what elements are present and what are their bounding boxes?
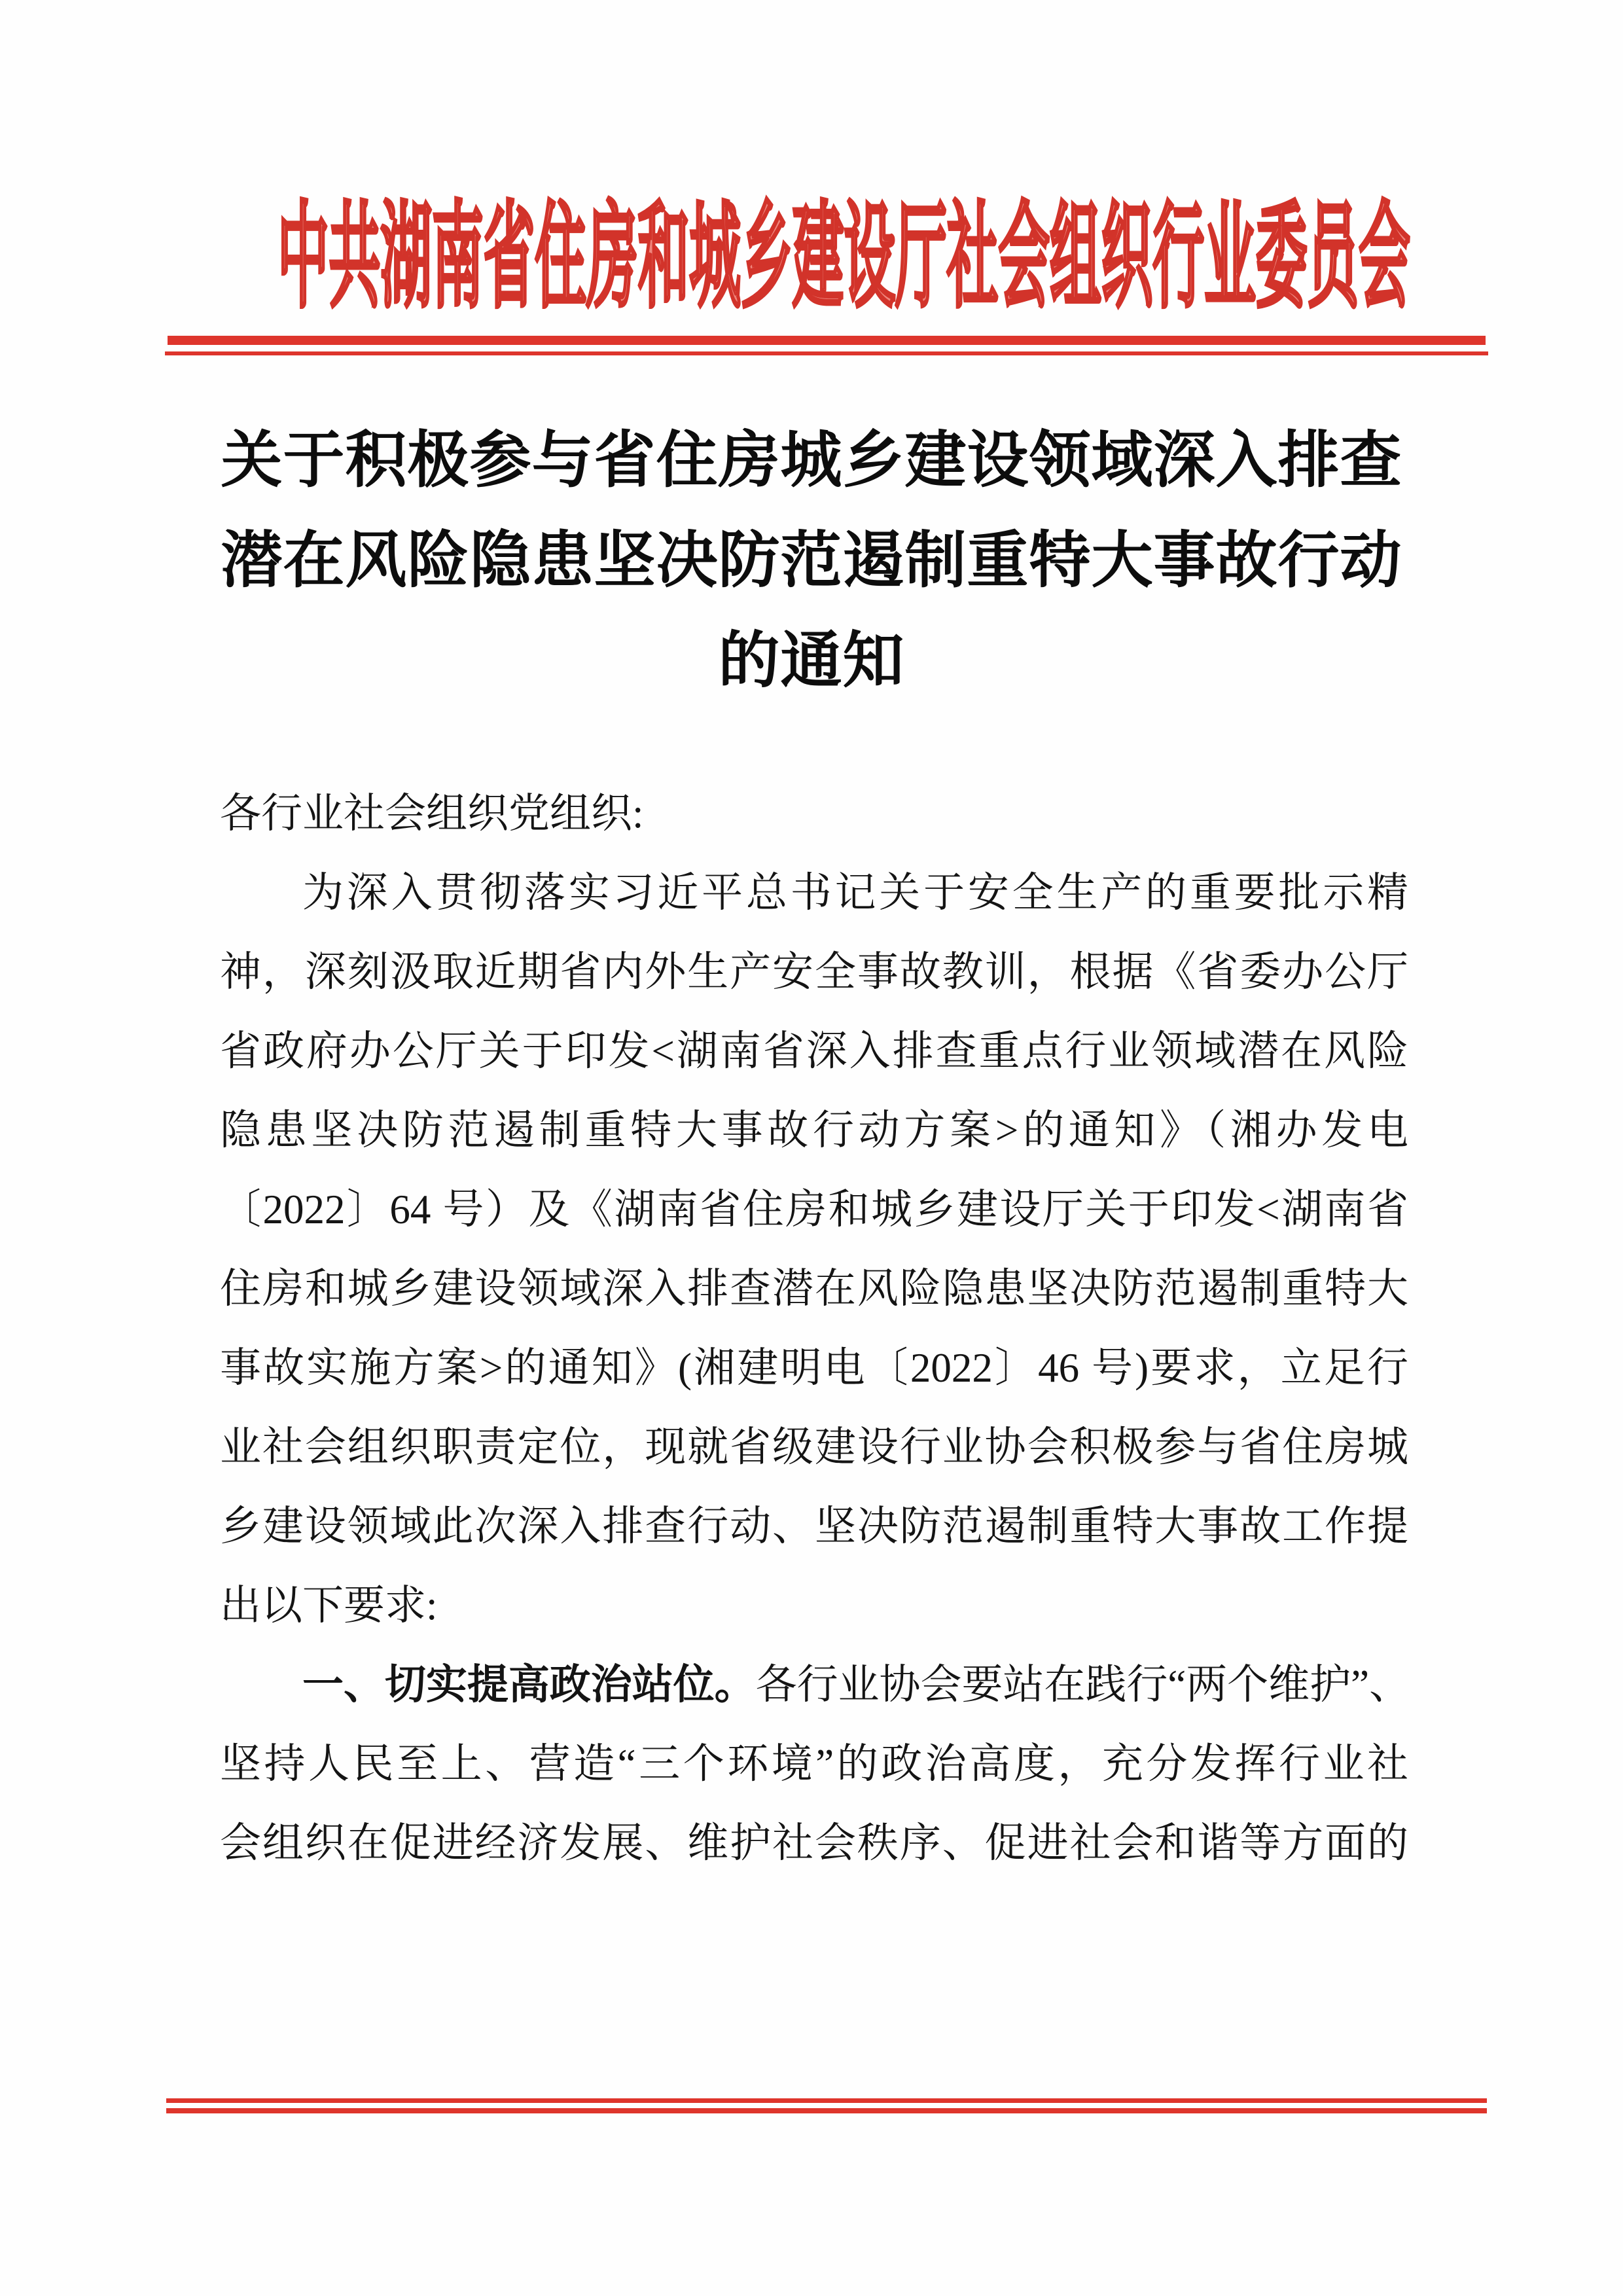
body-run-bold: 一、切实提高政治站位。 [302,1662,756,1708]
body-run: 各行业社会组织党组织: [220,791,644,836]
body-run: 神，深刻汲取近期省内外生产安全事故教训，根据《省委办公厅 [220,949,1408,995]
body-line [220,1170,1408,1249]
body-run: 业社会组织职责定位，现就省级建设行业协会积极参与省住房城 [220,1424,1408,1470]
doc-title-line-3: 的通知 [718,627,905,695]
body-line [220,1408,1408,1487]
body-line [220,853,1408,933]
body-line [220,1249,1408,1329]
body-run: 为深入贯彻落实习近平总书记关于安全生产的重要批示精 [302,870,1408,916]
header-rule-thin [165,351,1488,355]
letterhead [277,196,1416,324]
body-line [220,1487,1408,1566]
body-run: 省政府办公厅关于印发<湖南省深入排查重点行业领域潜在风险 [220,1028,1408,1074]
body-text [220,774,1408,1883]
body-line [220,1091,1408,1170]
body-run: 各行业协会要站在践行“两个维护”、 [755,1662,1408,1708]
body-run: 〔2022〕64 号）及《湖南省住房和城乡建设厅关于印发<湖南省 [220,1187,1408,1232]
body-line [220,1012,1408,1091]
letterhead-org-title: 中共湖南省住房和城乡建设厅社会组织行业委员会 [277,194,1410,322]
doc-title [0,411,1623,711]
body-line [220,1725,1408,1804]
body-line [220,933,1408,1012]
body-run: 出以下要求: [220,1583,438,1628]
body-run: 乡建设领域此次深入排查行动、坚决防范遏制重特大事故工作提 [220,1503,1408,1549]
body-run: 隐患坚决防范遏制重特大事故行动方案>的通知》（湘办发电 [220,1107,1408,1153]
footer-rule-1 [166,2098,1487,2103]
doc-title-line-1: 关于积极参与省住房城乡建设领域深入排查 [221,427,1402,495]
body-run: 住房和城乡建设领域深入排查潜在风险隐患坚决防范遏制重特大 [220,1266,1408,1312]
body-line [220,1804,1408,1883]
header-rule-thick [168,336,1486,345]
doc-title-line-2: 潜在风险隐患坚决防范遏制重特大事故行动 [221,527,1402,595]
body-line [220,1329,1408,1408]
body-line [220,1566,1408,1645]
body-line [220,774,1408,853]
body-run: 会组织在促进经济发展、维护社会秩序、促进社会和谐等方面的 [220,1820,1408,1866]
footer-rule-2 [166,2108,1487,2113]
body-line [220,1645,1408,1725]
body-run: 坚持人民至上、营造“三个环境”的政治高度，充分发挥行业社 [220,1741,1408,1787]
body-run: 事故实施方案>的通知》(湘建明电〔2022〕46 号)要求，立足行 [220,1345,1408,1391]
